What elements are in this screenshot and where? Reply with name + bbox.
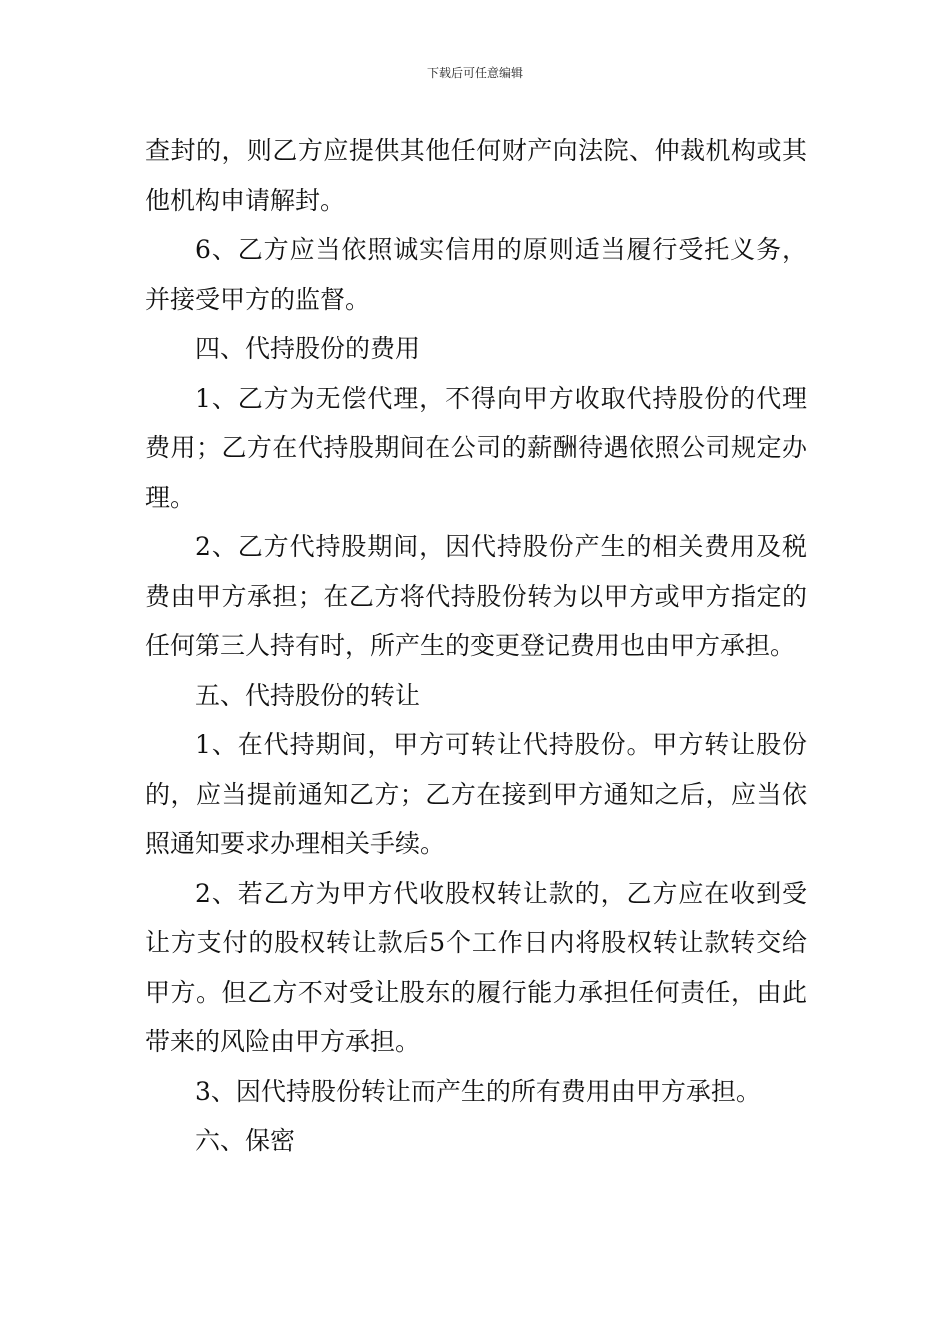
paragraph-5: 1、在代持期间，甲方可转让代持股份。甲方转让股份的，应当提前通知乙方；乙方在接到甲方通知之后，应当依照通知要求办理相关手续。	[145, 730, 807, 858]
section-heading-6: 六、保密	[195, 1126, 296, 1155]
paragraph-4: 2、乙方代持股期间，因代持股份产生的相关费用及税费由甲方承担；在乙方将代持股份转为以甲方或甲方指定的任何第三人持有时，所产生的变更登记费用也由甲方承担。	[145, 532, 807, 660]
paragraph-3: 1、乙方为无偿代理，不得向甲方收取代持股份的代理费用；乙方在代持股期间在公司的薪酬待遇依照公司规定办理。	[145, 383, 807, 512]
paragraph-2: 6、乙方应当依照诚实信用的原则适当履行受托义务，并接受甲方的监督。	[145, 235, 807, 314]
document-body	[145, 126, 807, 1166]
paragraph-1: 查封的，则乙方应提供其他任何财产向法院、仲裁机构或其他机构申请解封。	[145, 136, 807, 215]
paragraph-7: 3、因代持股份转让而产生的所有费用由甲方承担。	[195, 1076, 761, 1106]
paragraph-6: 2、若乙方为甲方代收股权转让款的，乙方应在收到受让方支付的股权转让款后5个工作日内将股权转让款转交给甲方。但乙方不对受让股东的履行能力承担任何责任，由此带来的风险由甲方承担。	[145, 878, 807, 1056]
page-header: 下载后可任意编辑	[426, 66, 523, 80]
section-heading-4: 四、代持股份的费用	[195, 334, 421, 363]
section-heading-5: 五、代持股份的转让	[195, 680, 421, 710]
